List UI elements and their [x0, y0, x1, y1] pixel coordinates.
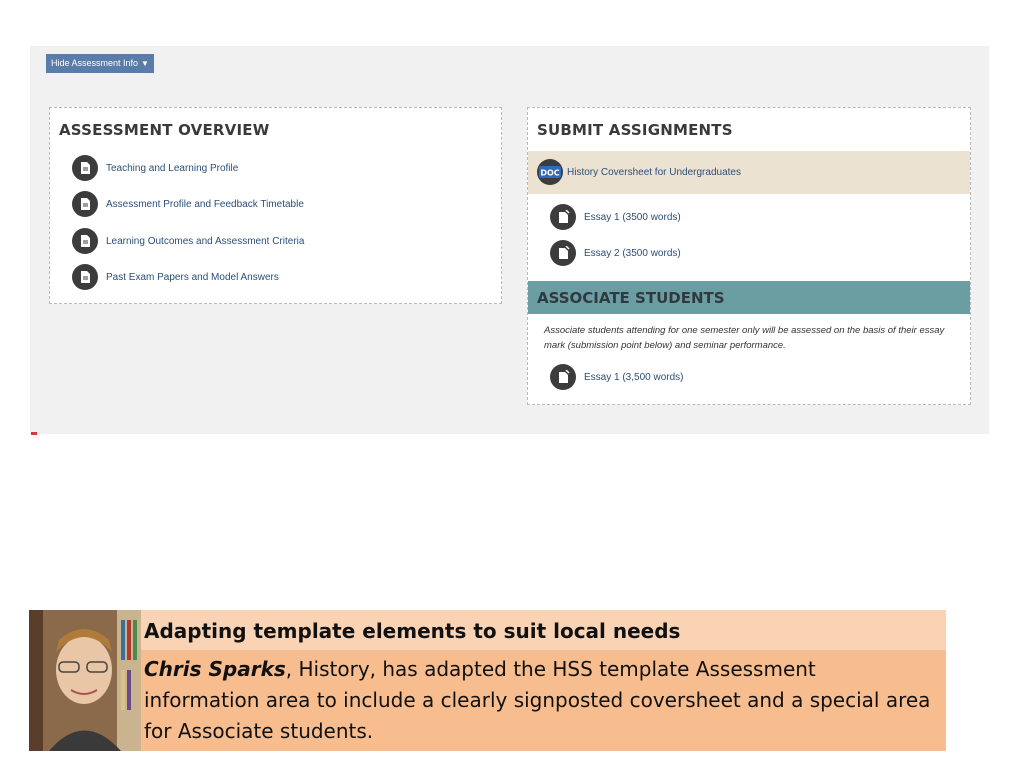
associate-students-band [528, 281, 970, 314]
caption-description: , History, has adapted the HSS template Assessment information area to include a clearly signposted coversheet and a special area for Associate students. [144, 657, 931, 743]
document-icon [72, 191, 98, 217]
link-assessment-profile[interactable] [72, 191, 304, 217]
link-label: Assessment Profile and Feedback Timetable [106, 198, 304, 210]
link-essay-2[interactable] [550, 240, 681, 266]
link-past-exam-papers[interactable] [72, 264, 279, 290]
hide-assessment-info-button[interactable] [46, 54, 154, 73]
red-marker [31, 432, 37, 435]
caret-down-icon: ▼ [141, 59, 149, 68]
assessment-overview-title: ASSESSMENT OVERVIEW [59, 121, 270, 139]
document-icon [72, 228, 98, 254]
link-label: Past Exam Papers and Model Answers [106, 271, 279, 283]
document-icon [72, 264, 98, 290]
link-associate-essay-1[interactable] [550, 364, 684, 390]
doc-icon-text: DOC [540, 168, 560, 178]
associate-students-title: ASSOCIATE STUDENTS [537, 289, 725, 307]
caption-author-name: Chris Sparks [144, 657, 286, 681]
assignment-icon [550, 364, 576, 390]
hide-button-label: Hide Assessment Info [51, 58, 139, 68]
link-label: Essay 2 (3500 words) [584, 247, 681, 259]
associate-students-note: Associate students attending for one semester only will be assessed on the basis of their essay mark (submission point below) and seminar performance. [544, 325, 945, 351]
link-label: History Coversheet for Undergraduates [567, 166, 741, 178]
link-label: Essay 1 (3500 words) [584, 211, 681, 223]
caption-heading: Adapting template elements to suit local needs [144, 619, 681, 643]
caption-text [144, 654, 934, 747]
document-icon [72, 155, 98, 181]
assignment-icon [550, 240, 576, 266]
link-history-coversheet[interactable] [537, 159, 741, 185]
coversheet-band [528, 151, 970, 194]
caption-heading-band [141, 610, 946, 650]
submit-assignments-panel [527, 107, 971, 405]
link-label: Learning Outcomes and Assessment Criteria [106, 235, 305, 247]
moodle-screenshot [30, 46, 989, 434]
link-teaching-learning-profile[interactable] [72, 155, 238, 181]
link-label: Essay 1 (3,500 words) [584, 371, 684, 383]
assignment-icon [550, 204, 576, 230]
assessment-overview-panel [49, 107, 502, 304]
caption-body-band [141, 650, 946, 751]
doc-file-icon [537, 159, 563, 185]
submit-assignments-title: SUBMIT ASSIGNMENTS [537, 121, 733, 139]
link-label: Teaching and Learning Profile [106, 162, 239, 174]
link-learning-outcomes[interactable] [72, 228, 304, 254]
link-essay-1[interactable] [550, 204, 681, 230]
author-photo [29, 610, 141, 751]
